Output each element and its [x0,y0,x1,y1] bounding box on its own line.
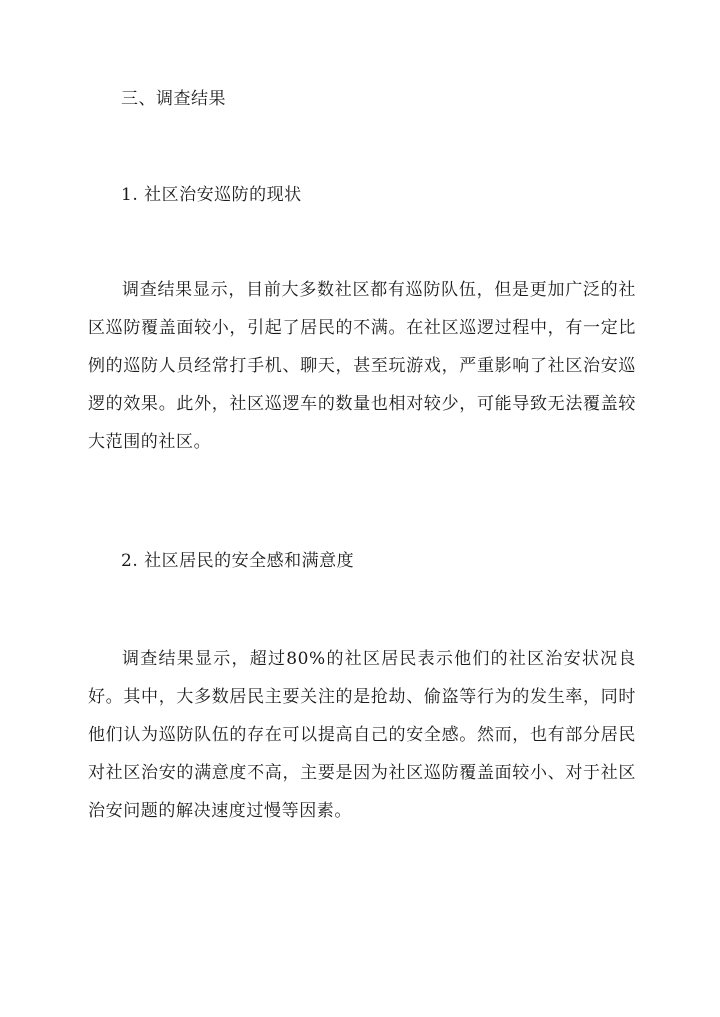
subsection-heading-resident-satisfaction: 2. 社区居民的安全感和满意度 [121,551,355,571]
section-title: 三、调查结果 [121,89,226,109]
subsection-heading-patrol-status: 1. 社区治安巡防的现状 [121,185,302,205]
paragraph-resident-satisfaction: 调查结果显示，超过80%的社区居民表示他们的社区治安状况良好。其中，大多数居民主要关注的是抢劫、偷盗等行为的发生率，同时他们认为巡防队伍的存在可以提高自己的安全感。然而，也有部分居民对社区治安的满意度不高，主要是因为社区巡防覆盖面较小、对于社区治安问题的解决速度过慢等因素。 [88,649,636,821]
paragraph-patrol-status: 调查结果显示，目前大多数社区都有巡防队伍，但是更加广泛的社区巡防覆盖面较小，引起了居民的不满。在社区巡逻过程中，有一定比例的巡防人员经常打手机、聊天，甚至玩游戏，严重影响了社区治安巡逻的效果。此外，社区巡逻车的数量也相对较少，可能导致无法覆盖较大范围的社区。 [88,280,636,452]
